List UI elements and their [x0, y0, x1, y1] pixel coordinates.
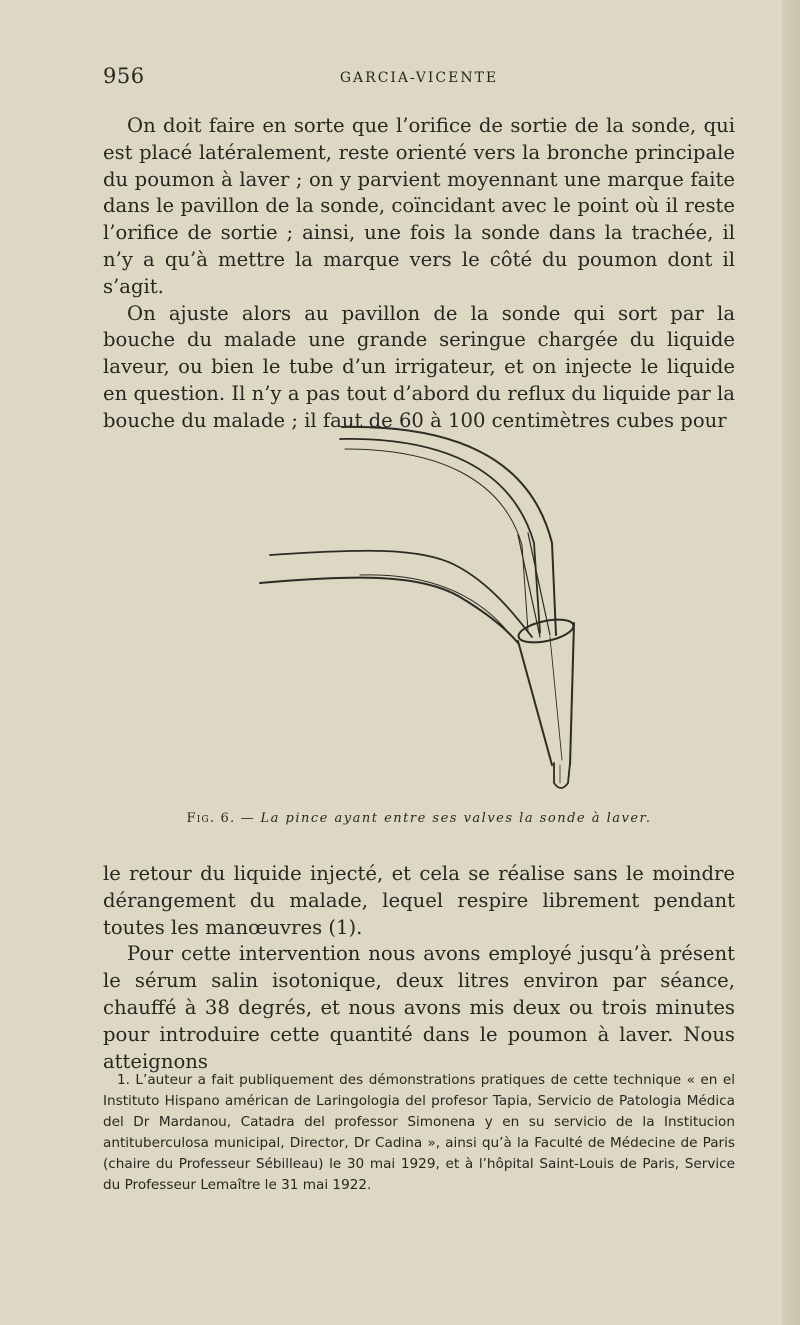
- lower-jaw-inner: [360, 575, 512, 637]
- figure-caption-text: La pince ayant entre ses valves la sonde à laver.: [260, 811, 652, 826]
- upper-jaw-inner: [340, 439, 540, 633]
- figure-label: Fig. 6. —: [186, 811, 255, 826]
- forceps-illustration: [250, 415, 590, 800]
- page-edge-shadow: [782, 0, 800, 1325]
- paragraph: Pour cette intervention nous avons employé jusqu’à présent le sérum salin isotonique, deux litres environ par séance, chauffé à 38 degrés, et nous avons mis deux ou trois minutes pour introduire cette quantité dans le poumon à laver. Nous atteignons: [103, 942, 735, 1073]
- page-number: 956: [103, 64, 145, 88]
- body-text-bottom: [103, 861, 735, 1075]
- lower-jaw-bottom: [260, 578, 518, 643]
- paragraph: On doit faire en sorte que l’orifice de sortie de la sonde, qui est placé latéralement, reste orienté vers la bronche principale du poumon à laver ; on y parvient moyennant une marque faite dans le pavillon de la sonde, coïncidant avec le point où il reste l’orifice de sortie ; ainsi, une fois la sonde dans la trachée, il n’y a qu’à mettre la marque vers le côté du poumon dont il s’agit.: [103, 114, 735, 298]
- tube-tip: [554, 763, 570, 788]
- funnel-rim: [517, 615, 576, 646]
- paragraph: le retour du liquide injecté, et cela se réalise sans le moindre dérangement du malade, lequel respire librement pendant toutes les manœuvres (1).: [103, 862, 735, 939]
- upper-jaw-line: [345, 449, 528, 631]
- funnel-left-side: [518, 641, 552, 765]
- funnel-right-side: [570, 623, 574, 765]
- footnote: [103, 1070, 735, 1196]
- funnel-inner-line: [550, 637, 562, 760]
- paragraph: On ajuste alors au pavillon de la sonde qui sort par la bouche du malade une grande seringue chargée du liquide laveur, ou bien le tube d’un irrigateur, et on injecte le liquide en question. Il n’y a pas tout d’abord du reflux du liquide par la bouche du malade ; il faut de 60 à 100 centimètres cubes pour: [103, 301, 735, 432]
- upper-jaw-outer: [342, 427, 556, 635]
- footnote-text: 1. L’auteur a fait publiquement des démonstrations pratiques de cette technique « en el Instituto Hispano américan de Laringologia del profesor Tapia, Servicio de Patologia Médica del Dr Mardanou, Catadra del professor Simonena y en su servicio de la Institucion antituberculosa municipal, Director, Dr Cadina », ainsi qu’à la Faculté de Médecine de Paris (chaire du Professeur Sébilleau) le 30 mai 1929, et à l’hôpital Saint-Louis de Paris, Service du Professeur Lemaître le 31 mai 1922.: [103, 1072, 735, 1193]
- lower-jaw-top: [270, 551, 532, 637]
- page-header: [103, 64, 735, 94]
- figure-caption: [103, 811, 735, 826]
- running-title: GARCIA-VICENTE: [339, 70, 499, 86]
- body-text-top: [103, 113, 735, 435]
